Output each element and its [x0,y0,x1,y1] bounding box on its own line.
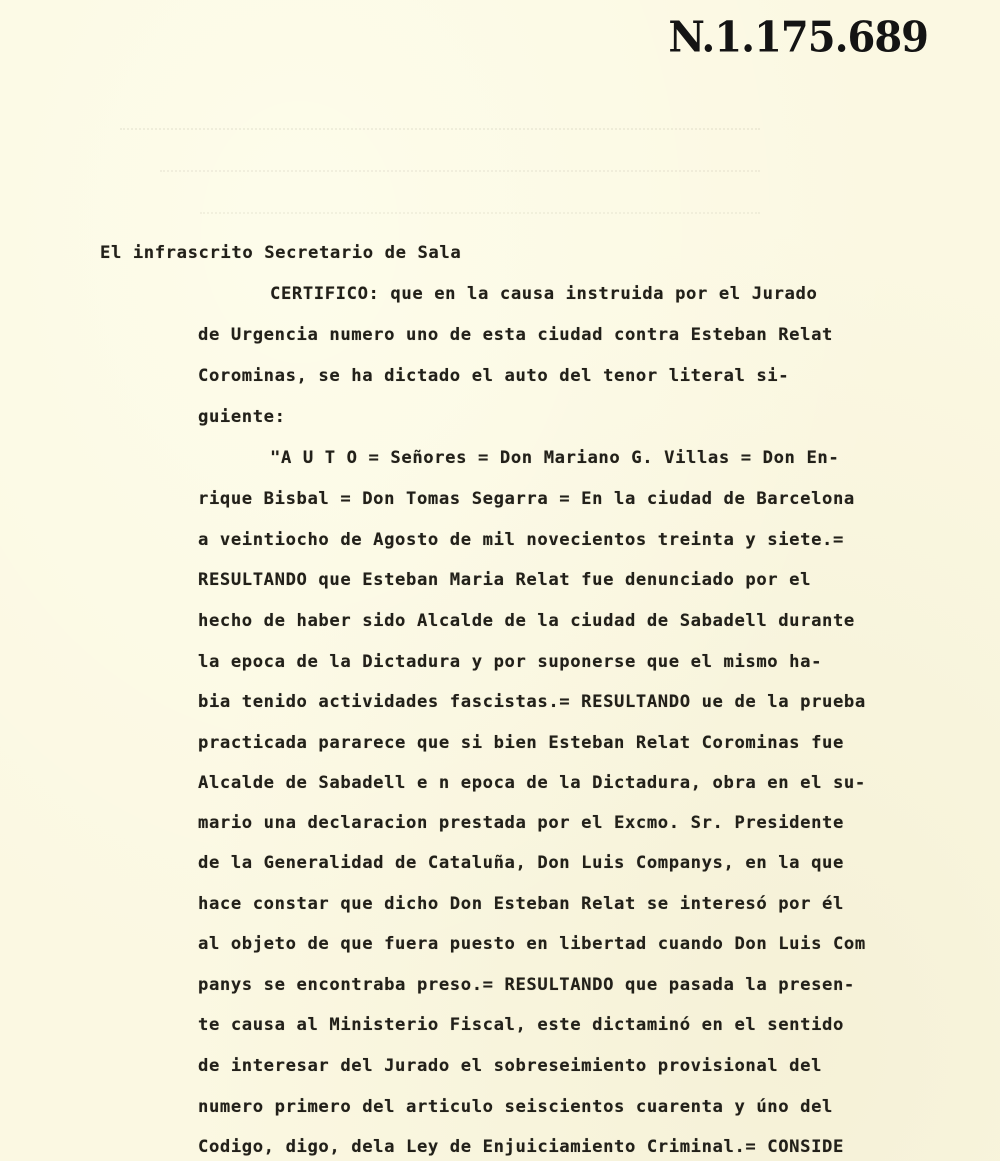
text-line: bia tenido actividades fascistas.= RESULTANDO ue de la prueba [198,692,866,712]
text-line: Corominas, se ha dictado el auto del tenor literal si- [198,366,790,386]
text-line: al objeto de que fuera puesto en libertad cuando Don Luis Com [198,934,866,954]
text-line: de interesar del Jurado el sobreseimiento provisional del [198,1056,823,1076]
text-line: mario una declaracion prestada por el Excmo. Sr. Presidente [198,813,844,833]
text-line: panys se encontraba preso.= RESULTANDO que pasada la presen- [198,975,855,995]
text-line: hecho de haber sido Alcalde de la ciudad de Sabadell durante [198,611,855,631]
text-line: practicada pararece que si bien Esteban Relat Corominas fue [198,733,844,753]
text-line: RESULTANDO que Esteban Maria Relat fue denunciado por el [198,570,812,590]
text-line: hace constar que dicho Don Esteban Relat se interesó por él [198,894,844,914]
text-line: Alcalde de Sabadell e n epoca de la Dictadura, obra en el su- [198,773,866,793]
text-line: CERTIFICO: que en la causa instruida por el Jurado [270,284,818,304]
text-line: de Urgencia numero uno de esta ciudad contra Esteban Relat [198,325,833,345]
text-line: de la Generalidad de Cataluña, Don Luis Companys, en la que [198,853,844,873]
document-header: El infrascrito Secretario de Sala [100,243,462,263]
text-line: rique Bisbal = Don Tomas Segarra = En la ciudad de Barcelona [198,489,855,509]
serial-number: N.1.175.689 [668,12,928,63]
text-line: a veintiocho de Agosto de mil novecientos treinta y siete.= [198,530,844,550]
bleed-through-mark [120,128,760,140]
text-line: guiente: [198,407,286,427]
text-line: Codigo, digo, dela Ley de Enjuiciamiento Criminal.= CONSIDE [198,1137,844,1157]
text-line: la epoca de la Dictadura y por suponerse que el mismo ha- [198,652,823,672]
bleed-through-mark [160,170,760,182]
text-line: numero primero del articulo seiscientos cuarenta y úno del [198,1097,833,1117]
text-line: "A U T O = Señores = Don Mariano G. Villas = Don En- [270,448,840,468]
text-line: te causa al Ministerio Fiscal, este dictaminó en el sentido [198,1015,844,1035]
bleed-through-mark [200,212,760,224]
